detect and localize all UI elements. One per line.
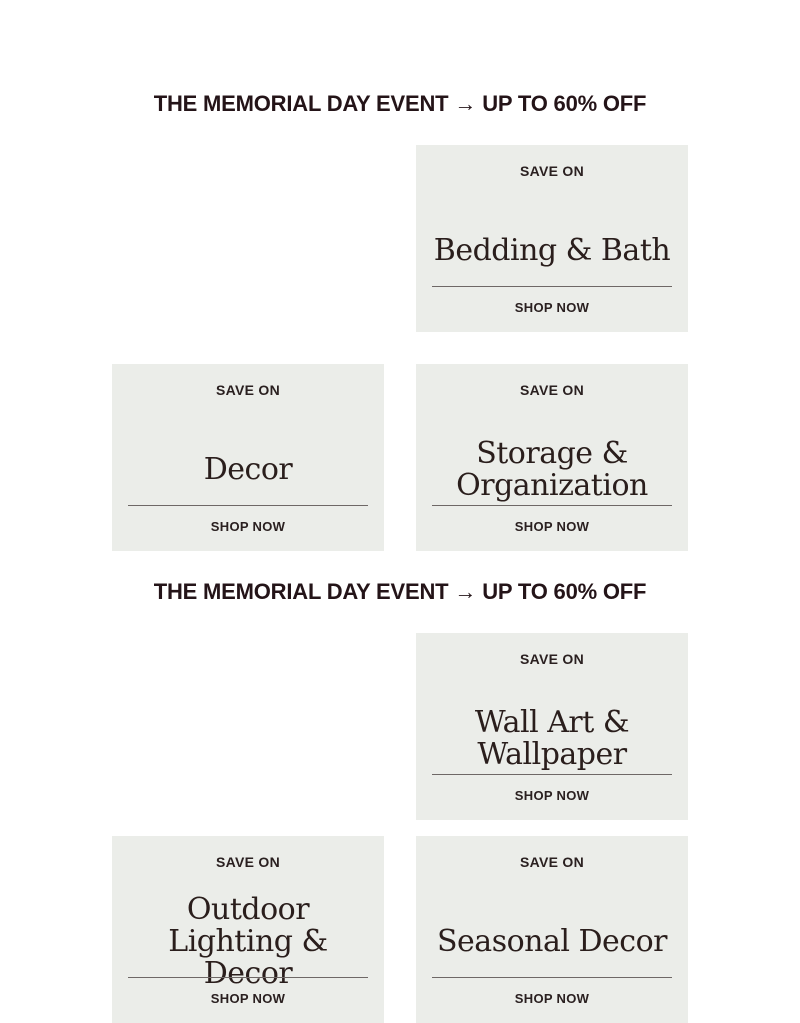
shop-now-link[interactable]: SHOP NOW xyxy=(514,300,590,315)
tile-divider xyxy=(128,505,368,506)
tile-divider xyxy=(432,286,672,287)
tile-save-label: SAVE ON xyxy=(215,382,281,398)
tile-title: Decor xyxy=(203,452,293,487)
banner-discount-text: UP TO 60% OFF xyxy=(482,579,647,604)
promo-banner[interactable] xyxy=(0,577,800,607)
promo-banner[interactable] xyxy=(0,89,800,119)
banner-event-text: THE MEMORIAL DAY EVENT xyxy=(153,91,449,116)
tile-title: Seasonal Decor xyxy=(437,924,667,959)
tile-divider xyxy=(128,977,368,978)
tile-save-label: SAVE ON xyxy=(519,163,585,179)
tile-divider xyxy=(432,774,672,775)
shop-now-link[interactable]: SHOP NOW xyxy=(514,788,590,803)
category-tile-seasonal-decor[interactable] xyxy=(416,836,688,1023)
shop-now-link[interactable]: SHOP NOW xyxy=(210,519,286,534)
right-arrow-icon: → xyxy=(454,91,477,116)
shop-now-link[interactable]: SHOP NOW xyxy=(210,991,286,1006)
banner-discount-text: UP TO 60% OFF xyxy=(482,91,647,116)
right-arrow-icon: → xyxy=(454,579,477,604)
tile-divider xyxy=(432,977,672,978)
category-tile-outdoor-lighting-decor[interactable] xyxy=(112,836,384,1023)
shop-now-link[interactable]: SHOP NOW xyxy=(514,519,590,534)
tile-save-label: SAVE ON xyxy=(215,854,281,870)
category-tile-storage-organization[interactable] xyxy=(416,364,688,551)
tile-title: Outdoor Lighting & Decor xyxy=(168,892,328,991)
tile-save-label: SAVE ON xyxy=(519,854,585,870)
category-tile-wall-art-wallpaper[interactable] xyxy=(416,633,688,820)
tile-divider xyxy=(432,505,672,506)
shop-now-link[interactable]: SHOP NOW xyxy=(514,991,590,1006)
tile-title: Storage & Organization xyxy=(456,436,648,503)
tile-save-label: SAVE ON xyxy=(519,382,585,398)
tile-save-label: SAVE ON xyxy=(519,651,585,667)
tile-title: Bedding & Bath xyxy=(433,233,671,268)
category-tile-decor[interactable] xyxy=(112,364,384,551)
category-tile-bedding-bath[interactable] xyxy=(416,145,688,332)
tile-title: Wall Art & Wallpaper xyxy=(474,705,630,772)
banner-event-text: THE MEMORIAL DAY EVENT xyxy=(153,579,449,604)
